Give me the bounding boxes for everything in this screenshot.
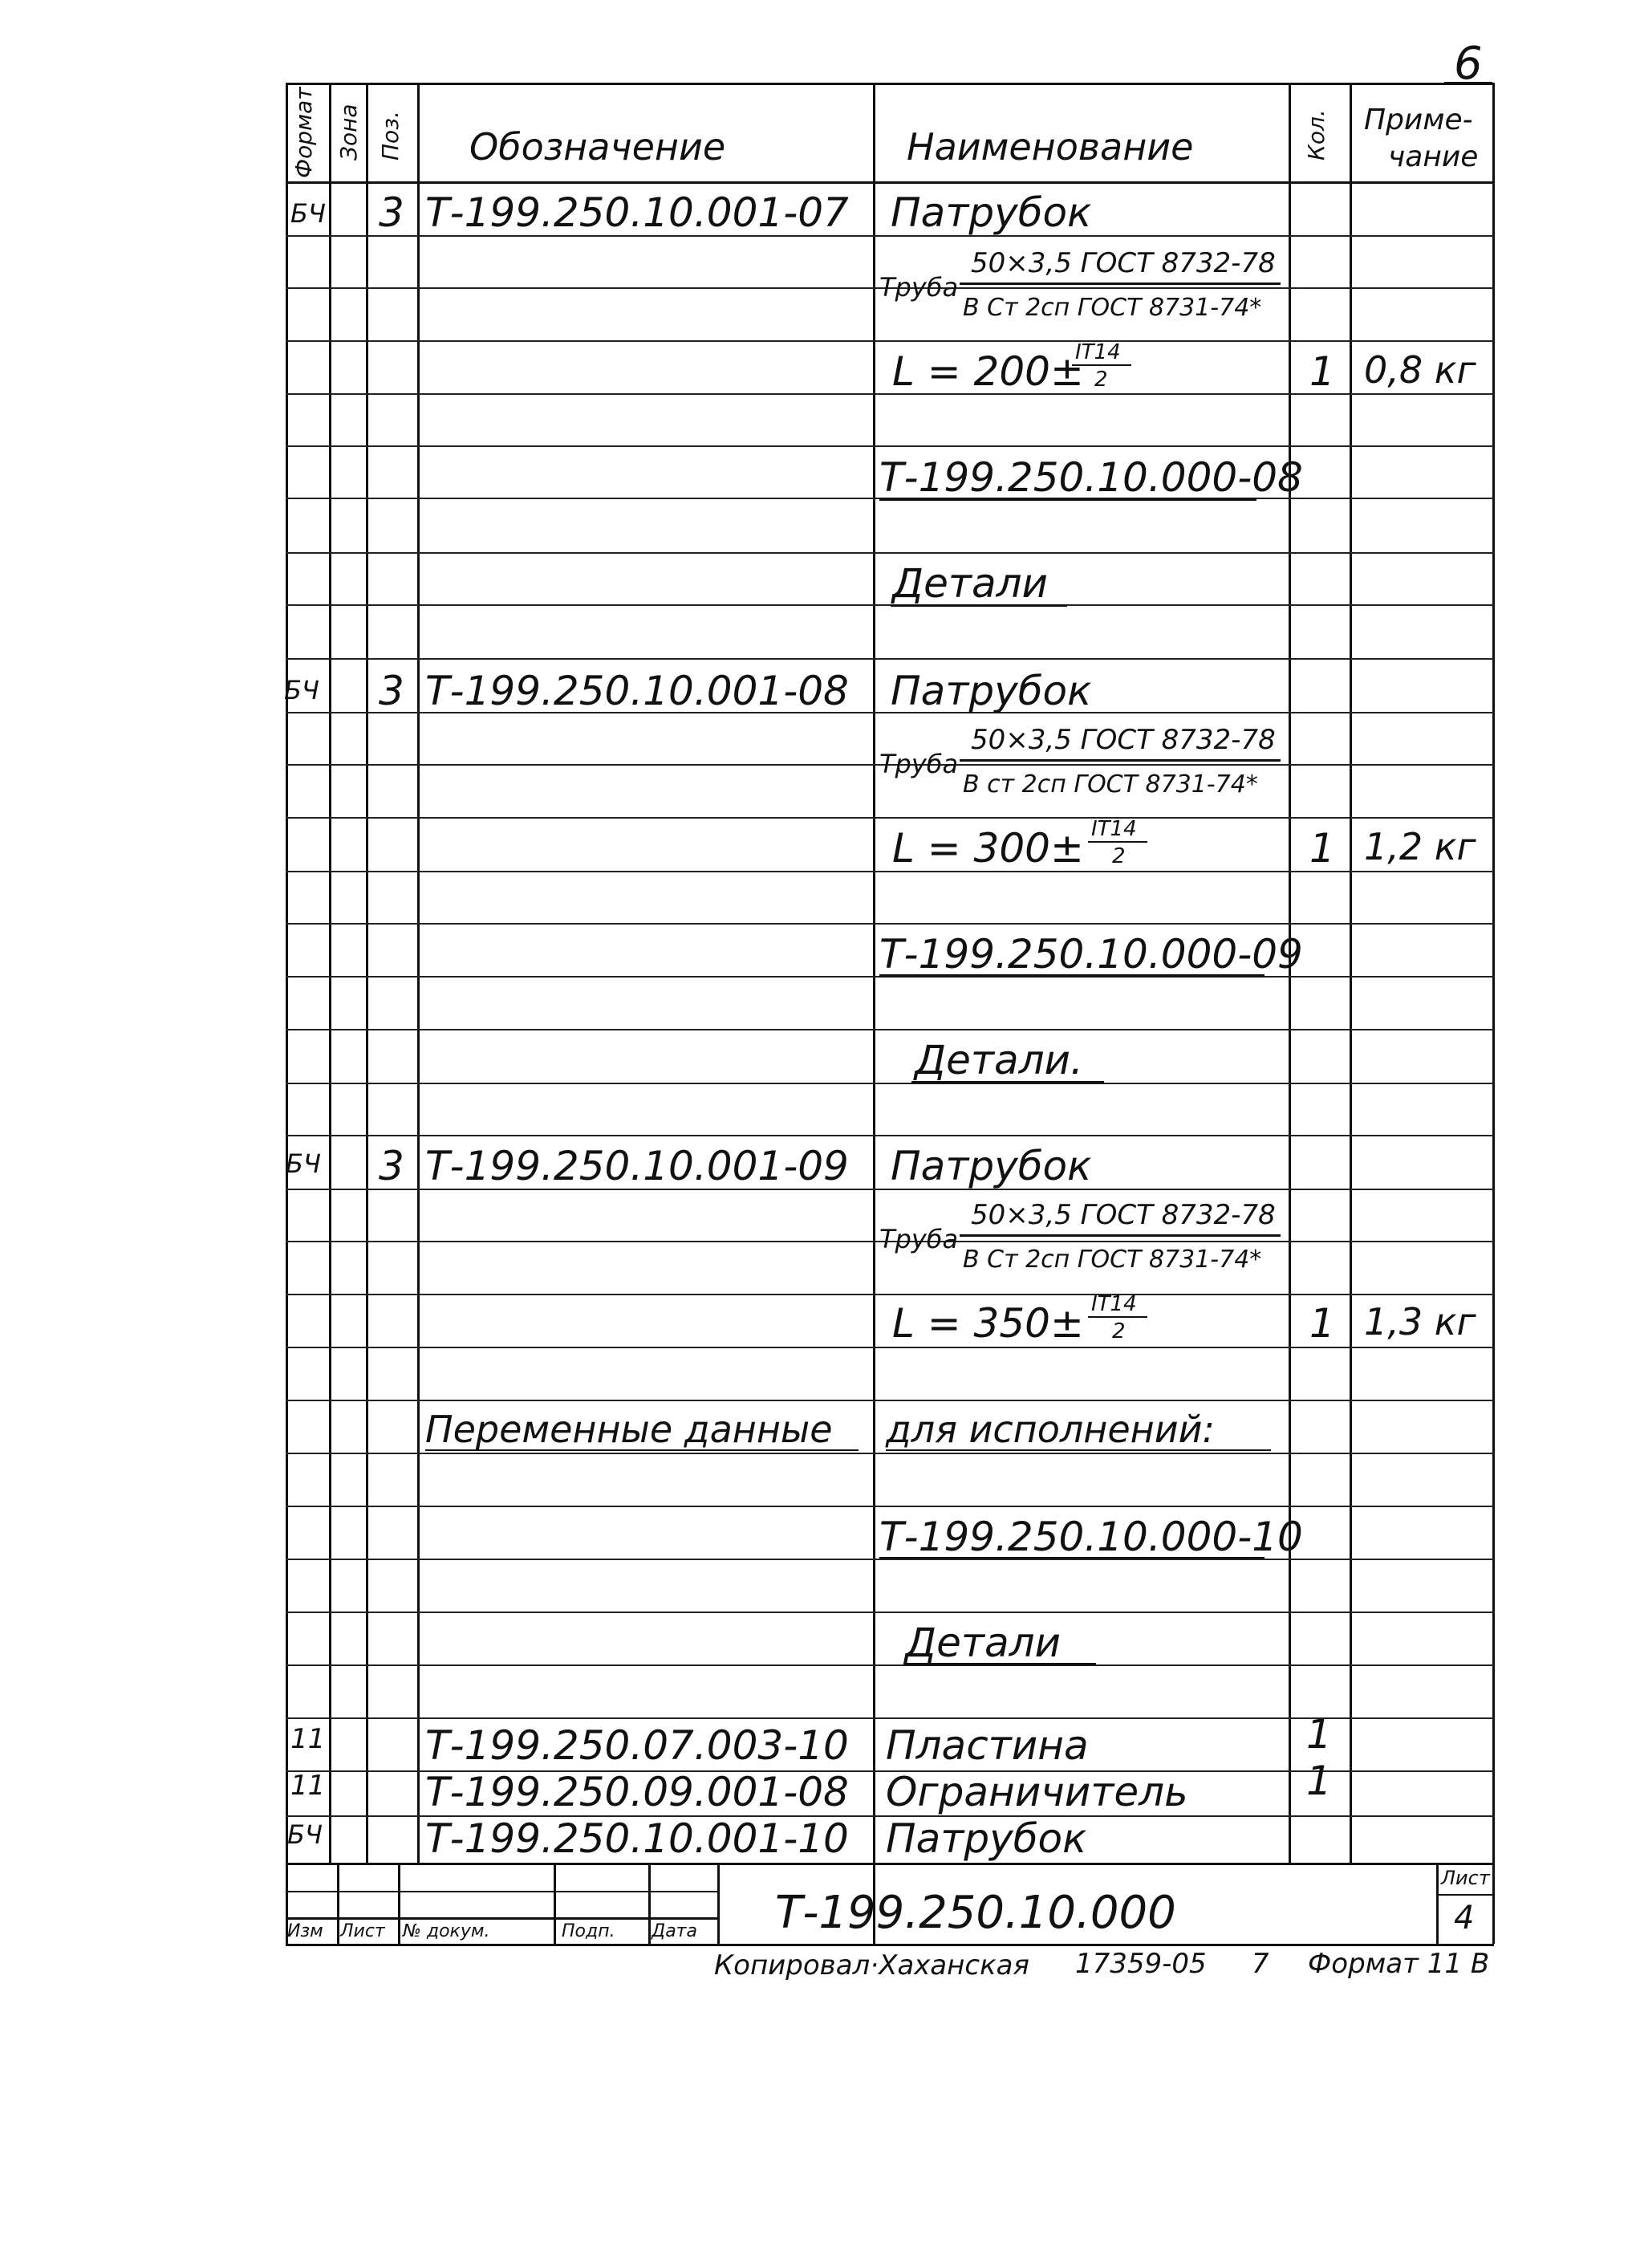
header-pos: Поз. — [377, 111, 404, 161]
row5-name: Пластина — [886, 1722, 1089, 1769]
row2-tolerance-den: 2 — [1112, 844, 1126, 868]
row5-format: 11 — [290, 1723, 326, 1755]
frame-top — [286, 83, 1494, 85]
row-line — [286, 340, 1494, 342]
col-note-line — [1350, 83, 1352, 1863]
tb-date: Дата — [652, 1921, 697, 1941]
row2-tolerance-num: IT14 — [1091, 817, 1137, 841]
row-line — [286, 1135, 1494, 1136]
tb-sheet-label: Лист — [1441, 1867, 1490, 1889]
row-line — [286, 445, 1494, 447]
row5-qty: 1 — [1306, 1711, 1332, 1758]
row3-note: 1,3 кг — [1364, 1300, 1476, 1343]
tb-document-code: Т-199.250.10.000 — [775, 1887, 1176, 1939]
tb-list: Лист — [340, 1921, 385, 1941]
row1-assembly-underline — [879, 498, 1256, 501]
row4-assembly-underline — [879, 1557, 1265, 1559]
row1-tolerance-num: IT14 — [1075, 340, 1121, 364]
row-line — [286, 1400, 1494, 1401]
row7-name: Патрубок — [886, 1815, 1087, 1862]
header-note-line1: Приме- — [1364, 104, 1473, 136]
row7-designation: Т-199.250.10.001-10 — [425, 1815, 849, 1862]
row1-length: L = 200± — [892, 348, 1084, 395]
row2-note: 1,2 кг — [1364, 825, 1476, 868]
row4-assembly: Т-199.250.10.000-10 — [879, 1514, 1303, 1560]
footer-archive-number: 17359-05 — [1075, 1948, 1207, 1980]
col-pos-line — [366, 83, 368, 1863]
row2-qty: 1 — [1309, 825, 1335, 872]
row-line — [286, 1029, 1494, 1030]
row2-pipe-label: Труба — [879, 749, 959, 779]
row-line — [286, 817, 1494, 819]
row3-tolerance-num: IT14 — [1091, 1292, 1137, 1316]
tb-sign: Подп. — [562, 1921, 615, 1941]
variable-data-left: Переменные данные — [425, 1408, 833, 1451]
tb-sheet-divider — [1436, 1894, 1494, 1896]
row2-pipe-fraction-bar — [960, 759, 1281, 762]
row2-length: L = 300± — [892, 825, 1084, 872]
row-line — [286, 604, 1494, 606]
row6-designation: Т-199.250.09.001-08 — [425, 1769, 849, 1815]
row4-parts-underline — [903, 1663, 1096, 1665]
variable-data-right-underline — [886, 1449, 1271, 1451]
tb-sheet-number: 4 — [1454, 1900, 1475, 1937]
row1-format: БЧ — [290, 198, 326, 229]
title-block-row-2 — [286, 1917, 719, 1920]
row-line — [286, 1347, 1494, 1348]
footer-format: Формат 11 В — [1308, 1948, 1490, 1980]
tb-col-2 — [398, 1863, 400, 1944]
row1-name: Патрубок — [891, 189, 1092, 236]
footer-number: 7 — [1252, 1948, 1269, 1980]
row3-pipe-spec: 50×3,5 ГОСТ 8732-78 — [971, 1199, 1276, 1231]
title-block-bottom — [286, 1944, 1494, 1946]
col-zone-line — [329, 83, 331, 1863]
title-block-row — [286, 1891, 719, 1892]
row1-pipe-material: В Ст 2сп ГОСТ 8731-74* — [963, 294, 1262, 322]
row3-format: БЧ — [286, 1148, 321, 1179]
row6-qty: 1 — [1306, 1758, 1332, 1804]
header-note-line2: чание — [1388, 140, 1479, 173]
row3-length: L = 350± — [892, 1300, 1084, 1347]
tb-doc-no: № докум. — [403, 1921, 490, 1941]
row3-pipe-label: Труба — [879, 1224, 959, 1254]
row-line — [286, 552, 1494, 554]
row2-assembly-underline — [879, 974, 1265, 978]
row2-pipe-spec: 50×3,5 ГОСТ 8732-78 — [971, 724, 1276, 756]
row3-tolerance-den: 2 — [1112, 1319, 1126, 1343]
row3-qty: 1 — [1309, 1300, 1335, 1347]
row1-pos: 3 — [379, 189, 404, 236]
row-line — [286, 1453, 1494, 1454]
row1-pipe-spec: 50×3,5 ГОСТ 8732-78 — [971, 247, 1276, 279]
row6-format: 11 — [290, 1770, 326, 1802]
row3-pipe-material: В Ст 2сп ГОСТ 8731-74* — [963, 1246, 1262, 1274]
row2-pipe-material: В ст 2сп ГОСТ 8731-74* — [963, 770, 1258, 799]
row1-tolerance-den: 2 — [1094, 368, 1108, 392]
row1-qty: 1 — [1309, 348, 1335, 395]
row2-format: БЧ — [284, 675, 319, 705]
header-designation: Обозначение — [469, 125, 726, 169]
row1-tolerance-bar — [1072, 364, 1131, 366]
row5-designation: Т-199.250.07.003-10 — [425, 1722, 849, 1769]
row2-parts-heading: Детали. — [915, 1037, 1083, 1083]
row6-name: Ограничитель — [886, 1769, 1188, 1815]
row3-pos: 3 — [379, 1143, 404, 1189]
tb-col-4 — [648, 1863, 651, 1944]
col-designation-line — [417, 83, 420, 1863]
row2-name: Патрубок — [891, 668, 1092, 714]
variable-data-right: для исполнений: — [886, 1408, 1216, 1451]
row1-pipe-fraction-bar — [960, 282, 1281, 285]
row-line — [286, 1664, 1494, 1666]
header-zone: Зона — [335, 104, 362, 161]
row7-format: БЧ — [287, 1819, 323, 1850]
tb-izm: Изм — [287, 1921, 323, 1941]
row1-assembly: Т-199.250.10.000-08 — [879, 454, 1303, 501]
tb-col-1 — [337, 1863, 339, 1944]
row3-name: Патрубок — [891, 1143, 1092, 1189]
row1-parts-heading: Детали — [892, 560, 1049, 607]
row2-designation: Т-199.250.10.001-08 — [425, 668, 849, 714]
title-block-top — [286, 1863, 1494, 1865]
row-line — [286, 1294, 1494, 1295]
row-line — [286, 923, 1494, 925]
row1-designation: Т-199.250.10.001-07 — [425, 189, 849, 236]
footer-copied-by: Копировал·Хаханская — [714, 1949, 1029, 1981]
row-line — [286, 1083, 1494, 1084]
row1-parts-underline — [891, 604, 1067, 607]
row2-assembly: Т-199.250.10.000-09 — [879, 931, 1303, 978]
row3-tolerance-bar — [1088, 1316, 1147, 1318]
row3-pipe-fraction-bar — [960, 1234, 1281, 1237]
row-line — [286, 658, 1494, 660]
row2-parts-underline — [911, 1081, 1104, 1083]
variable-data-left-underline — [425, 1449, 859, 1451]
row1-note: 0,8 кг — [1364, 348, 1476, 392]
header-format: Формат — [290, 87, 317, 178]
corner-page-number: 6 — [1454, 38, 1483, 90]
tb-sheet-col — [1436, 1863, 1439, 1944]
row2-tolerance-bar — [1088, 841, 1147, 843]
row-line — [286, 1612, 1494, 1613]
tb-col-3 — [554, 1863, 556, 1944]
row4-parts-heading: Детали — [905, 1620, 1062, 1666]
row1-pipe-label: Труба — [879, 272, 959, 303]
row2-pos: 3 — [379, 668, 404, 714]
header-name: Наименование — [907, 125, 1194, 169]
header-bottom — [286, 181, 1494, 184]
header-qty: Кол. — [1303, 109, 1329, 161]
row-line — [286, 1506, 1494, 1507]
tb-col-5 — [717, 1863, 720, 1944]
row3-designation: Т-199.250.10.001-09 — [425, 1143, 849, 1189]
